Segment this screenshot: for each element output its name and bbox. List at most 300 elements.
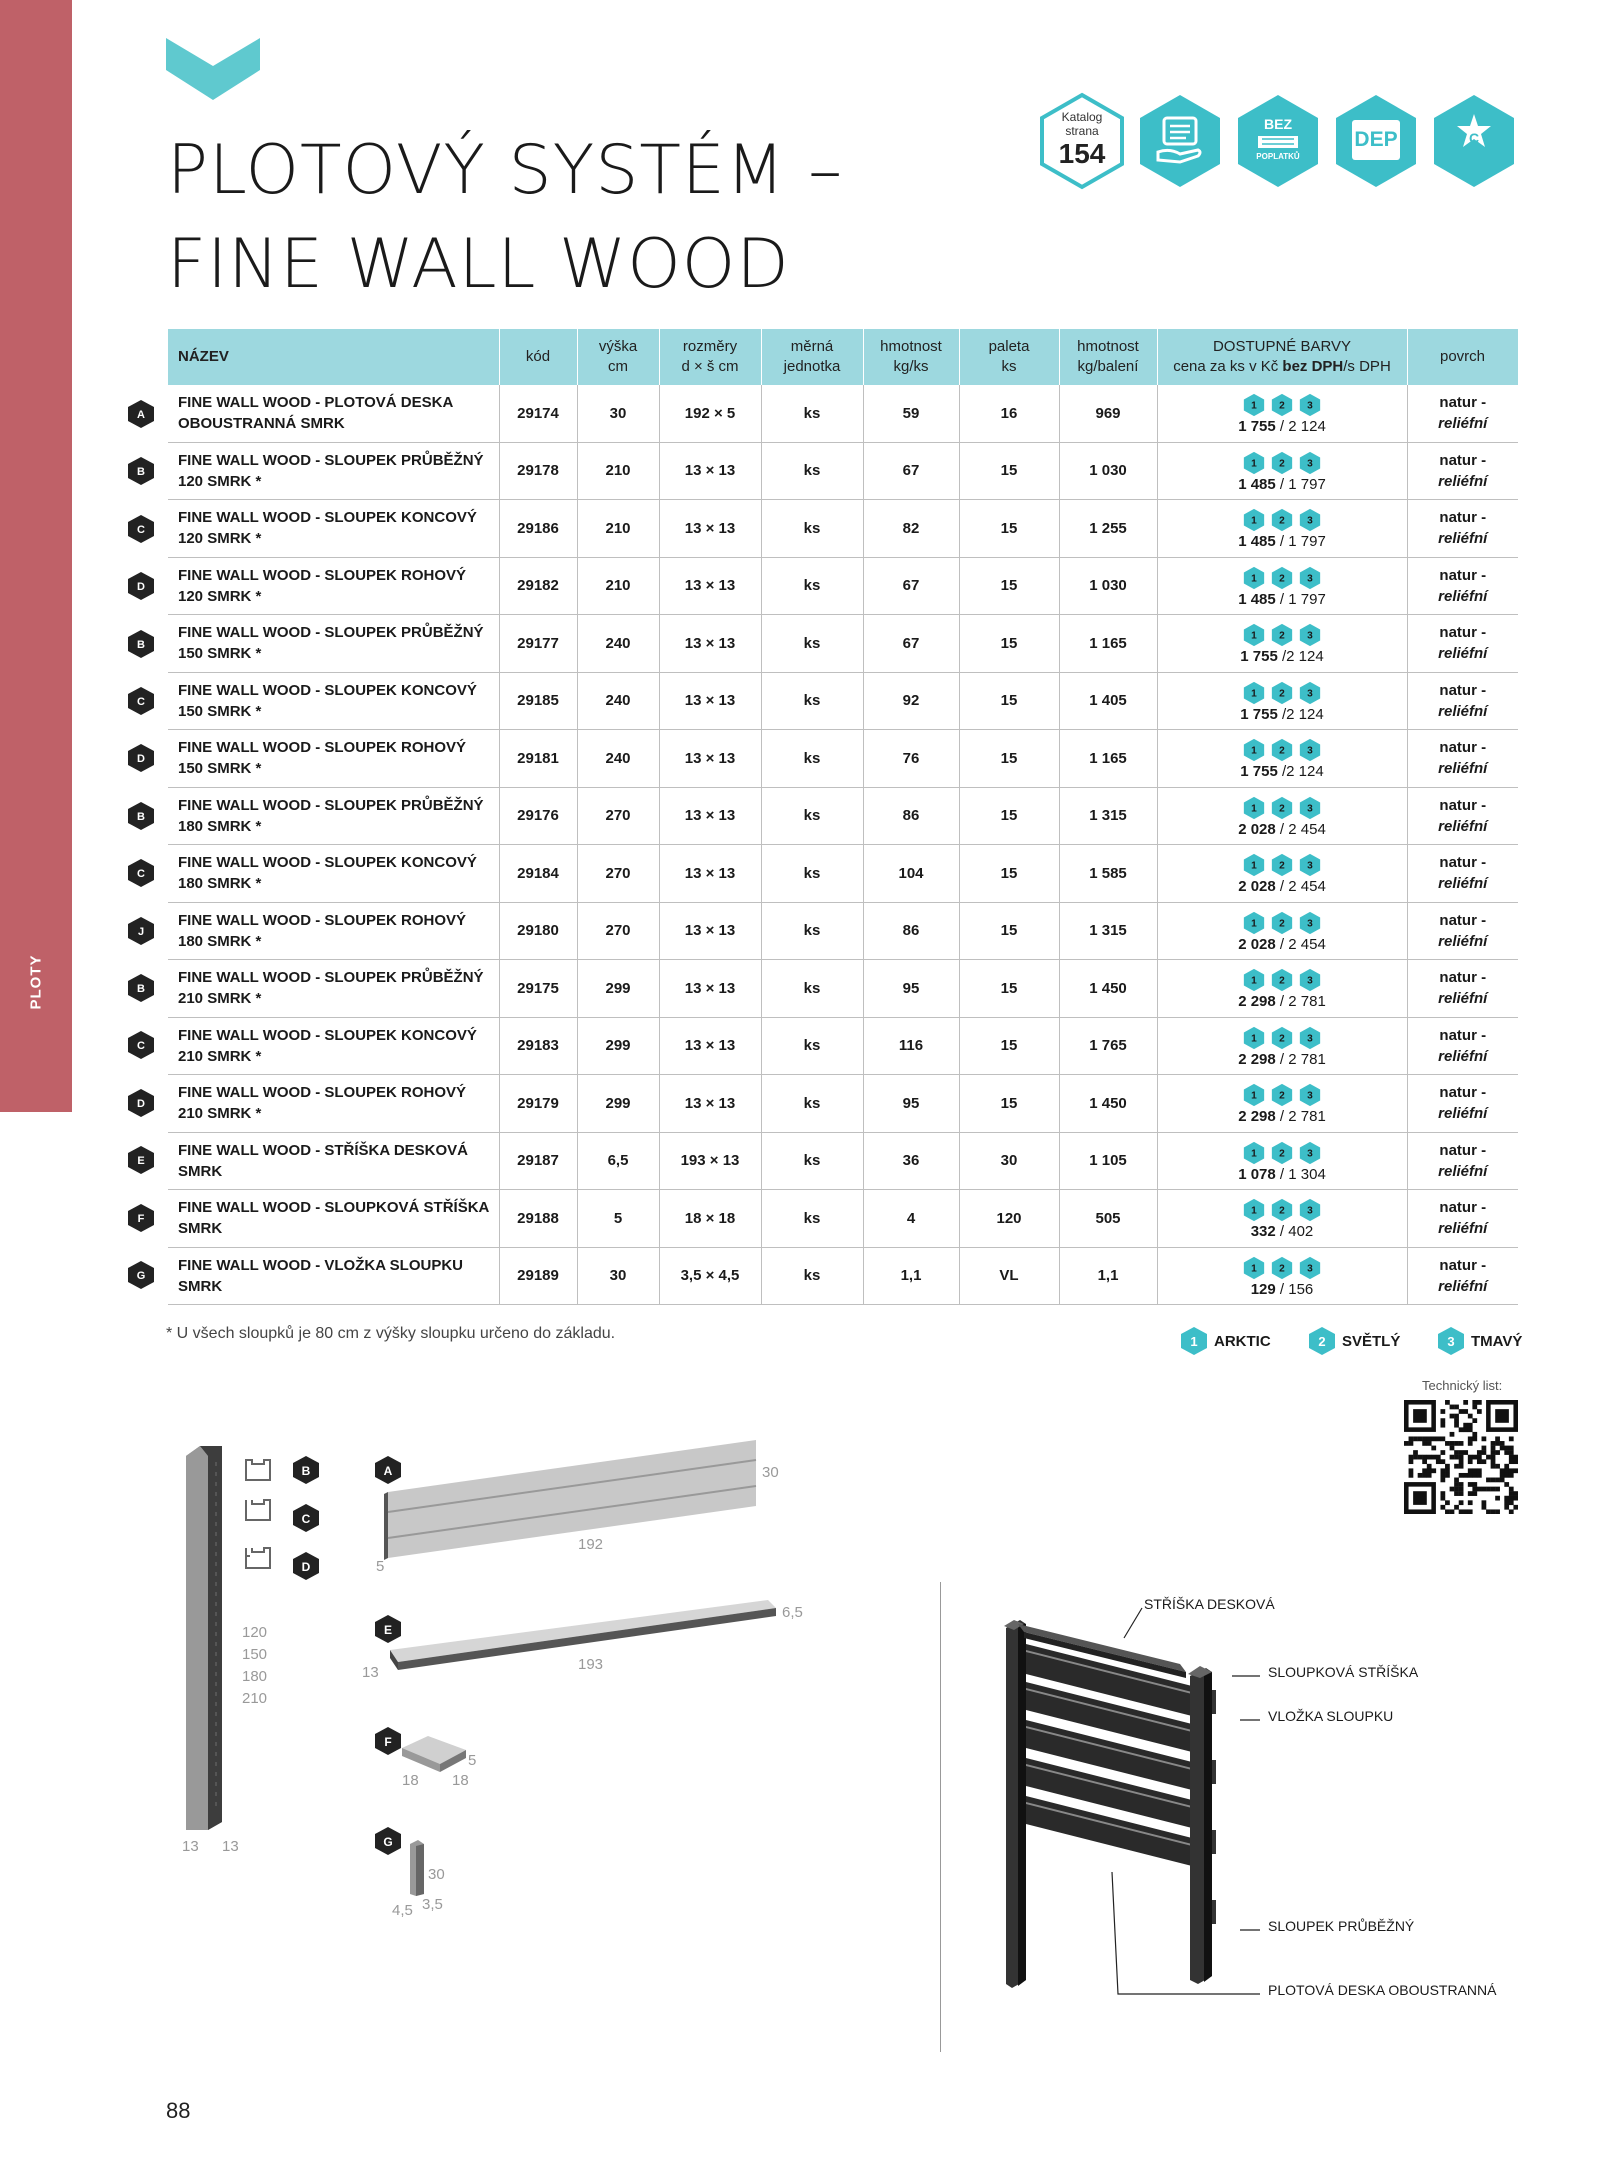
- product-name-line-1: FINE WALL WOOD - SLOUPEK ROHOVÝ: [178, 739, 467, 757]
- svg-text:D: D: [137, 753, 145, 766]
- surface-relief: reliéfní: [1438, 702, 1488, 720]
- surface-type: natur -: [1439, 854, 1487, 872]
- surface-type: natur -: [1439, 796, 1487, 814]
- surface-relief: reliéfní: [1438, 530, 1488, 548]
- svg-text:3: 3: [1307, 515, 1313, 527]
- svg-text:1: 1: [1251, 630, 1257, 642]
- product-name: [168, 960, 499, 1018]
- product-dimensions: 3,5 × 4,5: [659, 1247, 761, 1305]
- color-2-hex-icon[interactable]: [1270, 738, 1294, 762]
- cap-length: 193: [578, 1656, 604, 1673]
- color-1-hex-icon[interactable]: [1242, 796, 1266, 820]
- color-2-hex-icon[interactable]: [1270, 393, 1294, 417]
- color-3-hex-icon[interactable]: [1298, 968, 1322, 992]
- color-2-hex-icon[interactable]: [1270, 796, 1294, 820]
- poplatku-label: POPLATKŮ: [1256, 152, 1300, 161]
- product-pallet: 15: [959, 787, 1059, 845]
- svg-text:1: 1: [1251, 1033, 1257, 1045]
- table-row: [168, 730, 1518, 788]
- postcap-a: 18: [402, 1772, 419, 1789]
- hexagon-icon: [126, 686, 156, 716]
- table-row: [168, 1247, 1518, 1305]
- color-3-hex-icon[interactable]: [1298, 1141, 1322, 1165]
- surface-relief: reliéfní: [1438, 1220, 1488, 1238]
- svg-text:B: B: [137, 638, 145, 651]
- svg-text:2: 2: [1279, 1263, 1285, 1275]
- product-colors-price: [1157, 1190, 1407, 1248]
- hexagon-icon: [126, 456, 156, 486]
- product-code: 29176: [499, 787, 577, 845]
- color-3-hex-icon[interactable]: [1298, 1083, 1322, 1107]
- callout-sloupek-prubezny: SLOUPEK PRŮBĚŽNÝ: [1268, 1918, 1415, 1934]
- product-unit: ks: [761, 500, 863, 558]
- color-dots: [1160, 796, 1405, 820]
- color-1-hex-icon[interactable]: [1242, 1083, 1266, 1107]
- svg-text:E: E: [383, 1623, 393, 1637]
- product-name-line-1: FINE WALL WOOD - STŘÍŠKA DESKOVÁ: [178, 1141, 469, 1159]
- product-name: [168, 672, 499, 730]
- surface-relief: reliéfní: [1438, 817, 1488, 835]
- product-weight: 59: [863, 385, 959, 442]
- price-excl-vat: 1 485: [1238, 533, 1276, 551]
- katalog-badge: [1038, 92, 1126, 190]
- product-weight: 104: [863, 845, 959, 903]
- svg-text:C: C: [137, 523, 145, 536]
- color-3-hex-icon[interactable]: [1298, 451, 1322, 475]
- product-name-line-2: SMRK: [178, 1277, 223, 1295]
- product-surface: [1407, 615, 1518, 673]
- color-1-hex-icon[interactable]: [1242, 681, 1266, 705]
- product-name-line-2: 210 SMRK *: [178, 990, 262, 1008]
- svg-text:2: 2: [1279, 1090, 1285, 1102]
- hexagon-icon: [126, 1203, 156, 1233]
- price: [1160, 878, 1405, 895]
- product-name-line-1: FINE WALL WOOD - PLOTOVÁ DESKA: [178, 394, 454, 412]
- color-1-hex-icon[interactable]: [1242, 566, 1266, 590]
- product-table: [168, 329, 1519, 1305]
- color-2-hex-icon[interactable]: [1270, 911, 1294, 935]
- product-surface: [1407, 557, 1518, 615]
- surface-type: natur -: [1439, 969, 1487, 987]
- color-2-hex-icon[interactable]: [1270, 1083, 1294, 1107]
- surface-relief: reliéfní: [1438, 932, 1488, 950]
- product-pallet: 120: [959, 1190, 1059, 1248]
- product-pack-weight: 1 030: [1059, 442, 1157, 500]
- color-3-hex-icon[interactable]: [1298, 681, 1322, 705]
- row-letter-marker: [126, 629, 156, 659]
- row-letter-marker: [126, 1203, 156, 1233]
- product-name-line-2: 150 SMRK *: [178, 760, 262, 778]
- price-excl-vat: 1 755: [1240, 763, 1278, 781]
- svg-text:3: 3: [1307, 860, 1313, 872]
- svg-text:1: 1: [1251, 1205, 1257, 1217]
- legend-num-1: 1: [1190, 1334, 1198, 1349]
- product-dimensions: 13 × 13: [659, 672, 761, 730]
- product-name: [168, 1190, 499, 1248]
- c-label: C: [1468, 130, 1480, 146]
- svg-text:E: E: [137, 1155, 145, 1168]
- svg-text:3: 3: [1307, 1263, 1313, 1275]
- color-dots: [1160, 393, 1405, 417]
- product-weight: 4: [863, 1190, 959, 1248]
- callout-leaders: [1060, 1594, 1280, 2014]
- legend-num-2: 2: [1318, 1334, 1326, 1349]
- product-name: [168, 1132, 499, 1190]
- product-pallet: 15: [959, 1017, 1059, 1075]
- table-row: [168, 557, 1518, 615]
- product-code: 29188: [499, 1190, 577, 1248]
- color-3-hex-icon[interactable]: [1298, 1198, 1322, 1222]
- product-pack-weight: 1 585: [1059, 845, 1157, 903]
- svg-text:2: 2: [1279, 1033, 1285, 1045]
- color-1-hex-icon[interactable]: [1242, 968, 1266, 992]
- product-name-line-2: 120 SMRK *: [178, 587, 262, 605]
- svg-text:3: 3: [1307, 458, 1313, 470]
- product-pack-weight: 505: [1059, 1190, 1157, 1248]
- color-2-hex-icon[interactable]: [1270, 853, 1294, 877]
- product-dimensions: 193 × 13: [659, 1132, 761, 1190]
- product-unit: ks: [761, 960, 863, 1018]
- price-incl-vat: / 156: [1275, 1280, 1314, 1298]
- row-letter-marker: [126, 801, 156, 831]
- product-weight: 95: [863, 1075, 959, 1133]
- product-pack-weight: 1 315: [1059, 787, 1157, 845]
- product-name-line-2: 150 SMRK *: [178, 645, 262, 663]
- color-3-hex-icon[interactable]: [1298, 738, 1322, 762]
- product-surface: [1407, 442, 1518, 500]
- hexagon-icon: [126, 571, 156, 601]
- price-incl-vat: / 2 454: [1275, 935, 1326, 953]
- price: [1160, 648, 1405, 665]
- svg-text:D: D: [137, 1097, 145, 1110]
- svg-text:2: 2: [1279, 745, 1285, 757]
- surface-type: natur -: [1439, 1084, 1487, 1102]
- price-excl-vat: 1 485: [1238, 590, 1276, 608]
- color-3-hex-icon[interactable]: [1298, 853, 1322, 877]
- svg-text:3: 3: [1307, 745, 1313, 757]
- svg-text:1: 1: [1251, 975, 1257, 987]
- product-weight: 92: [863, 672, 959, 730]
- product-name-line-1: FINE WALL WOOD - SLOUPEK PRŮBĚŽNÝ: [178, 451, 484, 469]
- product-code: 29175: [499, 960, 577, 1018]
- product-name-line-1: FINE WALL WOOD - SLOUPEK KONCOVÝ: [178, 854, 477, 872]
- price: [1160, 993, 1405, 1010]
- color-3-hex-icon[interactable]: [1298, 1026, 1322, 1050]
- color-3-hex-icon[interactable]: [1298, 796, 1322, 820]
- price: [1160, 476, 1405, 493]
- post-letter-d: [292, 1551, 320, 1586]
- color-2-hex-icon: [1308, 1326, 1336, 1356]
- surface-relief: reliéfní: [1438, 1277, 1488, 1295]
- postcap-b: 18: [452, 1772, 469, 1789]
- product-name: [168, 730, 499, 788]
- price: [1160, 1281, 1405, 1298]
- svg-text:3: 3: [1307, 573, 1313, 585]
- svg-text:C: C: [137, 868, 145, 881]
- price-excl-vat: 332: [1250, 1223, 1276, 1241]
- product-pallet: 30: [959, 1132, 1059, 1190]
- svg-text:1: 1: [1251, 918, 1257, 930]
- product-name-line-2: 120 SMRK *: [178, 530, 262, 548]
- insert-b: 3,5: [422, 1896, 443, 1913]
- color-3-hex-icon[interactable]: [1298, 911, 1322, 935]
- product-weight: 67: [863, 442, 959, 500]
- product-colors-price: [1157, 442, 1407, 500]
- color-dots: [1160, 1141, 1405, 1165]
- svg-text:3: 3: [1307, 803, 1313, 815]
- color-3-hex-icon[interactable]: [1298, 623, 1322, 647]
- color-1-hex-icon[interactable]: [1242, 738, 1266, 762]
- product-code: 29185: [499, 672, 577, 730]
- color-2-hex-icon[interactable]: [1270, 623, 1294, 647]
- board-length: 192: [578, 1536, 604, 1553]
- price-incl-vat: / 1 797: [1275, 590, 1326, 608]
- color-2-hex-icon[interactable]: [1270, 1198, 1294, 1222]
- svg-text:3: 3: [1307, 1205, 1313, 1217]
- product-pallet: 15: [959, 557, 1059, 615]
- product-unit: ks: [761, 1017, 863, 1075]
- technical-sheet-label: Technický list:: [1422, 1378, 1503, 1393]
- color-2-hex-icon[interactable]: [1270, 1141, 1294, 1165]
- product-height: 210: [577, 557, 659, 615]
- color-1-hex-icon[interactable]: [1242, 623, 1266, 647]
- color-1-hex-icon[interactable]: [1242, 508, 1266, 532]
- hexagon-icon: [126, 629, 156, 659]
- product-height: 270: [577, 845, 659, 903]
- color-1-hex-icon[interactable]: [1242, 853, 1266, 877]
- product-height: 240: [577, 615, 659, 673]
- product-unit: ks: [761, 787, 863, 845]
- strana-label: strana: [1065, 124, 1099, 138]
- post-depth: 13: [222, 1838, 239, 1855]
- post-letter-c: [292, 1503, 320, 1538]
- product-height: 210: [577, 442, 659, 500]
- col-dostupne-barvy: DOSTUPNÉ BARVY cena za ks v Kč bez DPH/s DPH: [1157, 329, 1407, 385]
- qr-code-icon[interactable]: [1404, 1400, 1518, 1514]
- color-dots: [1160, 451, 1405, 475]
- hexagon-icon: [126, 858, 156, 888]
- svg-text:D: D: [301, 1560, 311, 1574]
- hexagon-icon: [126, 801, 156, 831]
- col-nazev: NÁZEV: [168, 329, 499, 385]
- color-2-hex-icon[interactable]: [1270, 1256, 1294, 1280]
- color-dots: [1160, 681, 1405, 705]
- surface-type: natur -: [1439, 1256, 1487, 1274]
- product-name-line-2: 210 SMRK *: [178, 1105, 262, 1123]
- product-weight: 116: [863, 1017, 959, 1075]
- col-rozmery: rozměry d × š cm: [659, 329, 761, 385]
- price: [1160, 936, 1405, 953]
- table-row: [168, 615, 1518, 673]
- price: [1160, 591, 1405, 608]
- product-weight: 67: [863, 615, 959, 673]
- product-unit: ks: [761, 442, 863, 500]
- product-pallet: 15: [959, 730, 1059, 788]
- product-unit: ks: [761, 615, 863, 673]
- surface-type: natur -: [1439, 624, 1487, 642]
- surface-type: natur -: [1439, 1199, 1487, 1217]
- product-code: 29181: [499, 730, 577, 788]
- col-vyska: výška cm: [577, 329, 659, 385]
- color-3-hex-icon[interactable]: [1298, 393, 1322, 417]
- product-name-line-2: SMRK: [178, 1220, 223, 1238]
- svg-text:B: B: [137, 466, 145, 479]
- product-surface: [1407, 500, 1518, 558]
- product-dimensions: 13 × 13: [659, 442, 761, 500]
- product-height: 210: [577, 500, 659, 558]
- svg-text:B: B: [301, 1464, 311, 1478]
- surface-type: natur -: [1439, 509, 1487, 527]
- post-heights: 120 150 180 210: [242, 1624, 268, 1707]
- surface-relief: reliéfní: [1438, 415, 1488, 433]
- product-unit: ks: [761, 385, 863, 442]
- col-hmotnost-baleni: hmotnost kg/balení: [1059, 329, 1157, 385]
- color-1-hex-icon[interactable]: [1242, 393, 1266, 417]
- table-row: [168, 1075, 1518, 1133]
- product-name: [168, 557, 499, 615]
- product-pallet: 15: [959, 845, 1059, 903]
- product-height: 299: [577, 960, 659, 1018]
- surface-relief: reliéfní: [1438, 1105, 1488, 1123]
- color-3-hex-icon[interactable]: [1298, 566, 1322, 590]
- product-pack-weight: 1 105: [1059, 1132, 1157, 1190]
- table-header-row: [168, 329, 1518, 385]
- katalog-label: Katalog: [1061, 110, 1103, 124]
- callout-plotova-deska: PLOTOVÁ DESKA OBOUSTRANNÁ: [1268, 1982, 1497, 1998]
- product-height: 299: [577, 1017, 659, 1075]
- product-unit: ks: [761, 1075, 863, 1133]
- color-2-hex-icon[interactable]: [1270, 566, 1294, 590]
- page-title: [167, 124, 843, 312]
- product-colors-price: [1157, 1075, 1407, 1133]
- product-dimensions: 13 × 13: [659, 902, 761, 960]
- product-name-line-1: FINE WALL WOOD - SLOUPEK KONCOVÝ: [178, 509, 477, 527]
- price-excl-vat: 1 755: [1238, 418, 1276, 436]
- surface-type: natur -: [1439, 1141, 1487, 1159]
- row-letter-marker: [126, 916, 156, 946]
- color-2-hex-icon[interactable]: [1270, 681, 1294, 705]
- product-code: 29177: [499, 615, 577, 673]
- product-colors-price: [1157, 500, 1407, 558]
- color-2-hex-icon[interactable]: [1270, 451, 1294, 475]
- color-3-hex-icon[interactable]: [1298, 1256, 1322, 1280]
- svg-text:1: 1: [1251, 745, 1257, 757]
- svg-text:3: 3: [1307, 975, 1313, 987]
- product-name: [168, 902, 499, 960]
- color-1-hex-icon[interactable]: [1242, 1256, 1266, 1280]
- price-incl-vat: /2 124: [1277, 705, 1324, 723]
- color-1-hex-icon[interactable]: [1242, 911, 1266, 935]
- color-2-hex-icon[interactable]: [1270, 968, 1294, 992]
- product-colors-price: [1157, 960, 1407, 1018]
- surface-relief: reliéfní: [1438, 1162, 1488, 1180]
- board-thickness: 5: [376, 1558, 385, 1575]
- svg-text:2: 2: [1279, 975, 1285, 987]
- price: [1160, 1051, 1405, 1068]
- product-pallet: 16: [959, 385, 1059, 442]
- product-surface: [1407, 902, 1518, 960]
- price-excl-vat: 1 078: [1238, 1165, 1276, 1183]
- legend-num-3: 3: [1447, 1334, 1455, 1349]
- product-pallet: 15: [959, 615, 1059, 673]
- product-colors-price: [1157, 730, 1407, 788]
- product-pallet: VL: [959, 1247, 1059, 1305]
- color-2-hex-icon[interactable]: [1270, 508, 1294, 532]
- color-1-hex-icon[interactable]: [1242, 1026, 1266, 1050]
- svg-text:1: 1: [1251, 803, 1257, 815]
- price-incl-vat: / 402: [1275, 1223, 1314, 1241]
- color-3-hex-icon[interactable]: [1298, 508, 1322, 532]
- product-pack-weight: 1 165: [1059, 730, 1157, 788]
- product-pack-weight: 1,1: [1059, 1247, 1157, 1305]
- product-surface: [1407, 845, 1518, 903]
- product-code: 29174: [499, 385, 577, 442]
- product-dimensions: 13 × 13: [659, 1075, 761, 1133]
- surface-relief: reliéfní: [1438, 1047, 1488, 1065]
- color-dots: [1160, 738, 1405, 762]
- product-dimensions: 192 × 5: [659, 385, 761, 442]
- color-1-hex-icon[interactable]: [1242, 1198, 1266, 1222]
- product-pack-weight: 1 765: [1059, 1017, 1157, 1075]
- cap-width: 13: [362, 1664, 379, 1681]
- product-code: 29182: [499, 557, 577, 615]
- price-excl-vat: 2 298: [1238, 1050, 1276, 1068]
- product-pack-weight: 1 165: [1059, 615, 1157, 673]
- price-excl-vat: 1 755: [1240, 705, 1278, 723]
- table-row: [168, 442, 1518, 500]
- col-povrch: povrch: [1407, 329, 1518, 385]
- product-surface: [1407, 385, 1518, 442]
- hexagon-icon: [126, 1088, 156, 1118]
- color-1-hex-icon[interactable]: [1242, 1141, 1266, 1165]
- postcap-height: 5: [468, 1752, 477, 1769]
- footnote: * U všech sloupků je 80 cm z výšky sloupku určeno do základu.: [166, 1325, 616, 1342]
- product-name-line-2: 120 SMRK *: [178, 472, 262, 490]
- svg-text:G: G: [136, 1270, 146, 1282]
- cap-height: 6,5: [782, 1604, 803, 1621]
- svg-text:B: B: [137, 983, 145, 995]
- svg-text:3: 3: [1307, 400, 1313, 412]
- product-height: 299: [577, 1075, 659, 1133]
- product-pack-weight: 1 405: [1059, 672, 1157, 730]
- product-colors-price: [1157, 787, 1407, 845]
- legend-arktic: [1180, 1326, 1271, 1356]
- price: [1160, 821, 1405, 838]
- product-code: 29189: [499, 1247, 577, 1305]
- product-weight: 1,1: [863, 1247, 959, 1305]
- product-dimensions: 13 × 13: [659, 845, 761, 903]
- svg-text:2: 2: [1279, 630, 1285, 642]
- product-dimensions: 18 × 18: [659, 1190, 761, 1248]
- color-1-hex-icon[interactable]: [1242, 451, 1266, 475]
- product-name: [168, 615, 499, 673]
- product-unit: ks: [761, 672, 863, 730]
- row-letter-marker: [126, 743, 156, 773]
- callout-striska-deskova: STŘÍŠKA DESKOVÁ: [1144, 1596, 1275, 1612]
- svg-text:2: 2: [1279, 688, 1285, 700]
- color-2-hex-icon[interactable]: [1270, 1026, 1294, 1050]
- color-dots: [1160, 566, 1405, 590]
- svg-text:3: 3: [1307, 688, 1313, 700]
- product-weight: 86: [863, 787, 959, 845]
- product-colors-price: [1157, 385, 1407, 442]
- price: [1160, 1223, 1405, 1240]
- post-width: 13: [182, 1838, 199, 1855]
- dep-badge: [1332, 92, 1420, 190]
- color-dots: [1160, 853, 1405, 877]
- price-incl-vat: / 2 781: [1275, 1050, 1326, 1068]
- post-drawing: [182, 1442, 232, 1832]
